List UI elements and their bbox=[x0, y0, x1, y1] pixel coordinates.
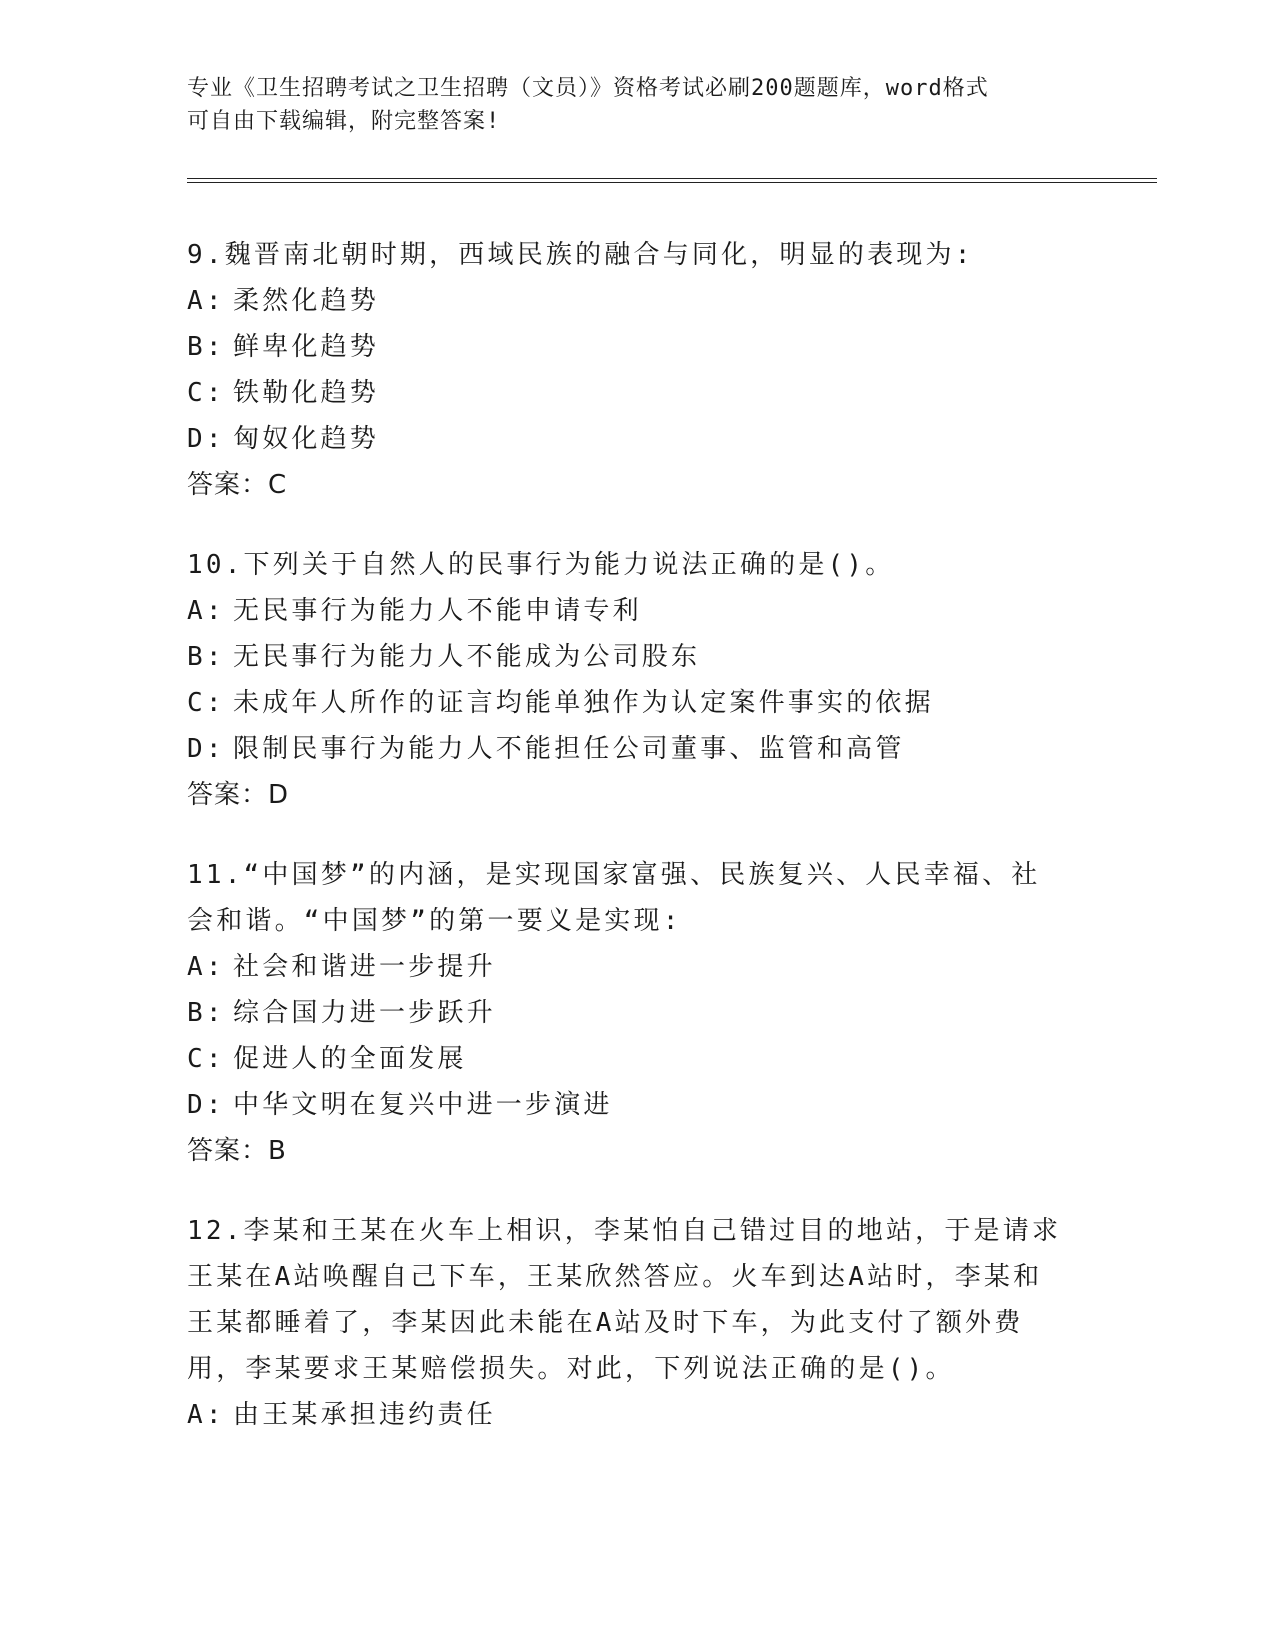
option-letter: B: bbox=[187, 998, 225, 1028]
header-line-2: 可自由下载编辑，附完整答案! bbox=[187, 109, 501, 134]
header-line-1: 专业《卫生招聘考试之卫生招聘（文员）》资格考试必刷200题题库，word格式 bbox=[187, 76, 989, 101]
answer-line: 答案：D bbox=[187, 780, 290, 810]
question-stem: 11.“中国梦”的内涵，是实现国家富强、民族复兴、人民幸福、社会和谐。“中国梦”的第一要义是实现: bbox=[187, 860, 1041, 936]
question-option bbox=[187, 726, 1067, 772]
question-block bbox=[187, 1208, 1067, 1438]
question-stem: 10.下列关于自然人的民事行为能力说法正确的是()。 bbox=[187, 550, 895, 580]
question-list bbox=[187, 232, 1067, 1472]
option-letter: A: bbox=[187, 596, 225, 626]
option-letter: D: bbox=[187, 424, 225, 454]
question-option bbox=[187, 416, 1067, 462]
question-option bbox=[187, 324, 1067, 370]
option-letter: A: bbox=[187, 1400, 225, 1430]
option-text: 铁勒化趋势 bbox=[233, 378, 380, 408]
question-option bbox=[187, 370, 1067, 416]
option-letter: B: bbox=[187, 642, 225, 672]
option-letter: C: bbox=[187, 688, 225, 718]
question-option bbox=[187, 680, 1067, 726]
option-letter: C: bbox=[187, 378, 225, 408]
option-text: 由王某承担违约责任 bbox=[233, 1400, 496, 1430]
option-text: 无民事行为能力人不能申请专利 bbox=[233, 596, 642, 626]
option-text: 促进人的全面发展 bbox=[233, 1044, 467, 1074]
question-option bbox=[187, 1392, 1067, 1438]
option-letter: A: bbox=[187, 952, 225, 982]
option-text: 社会和谐进一步提升 bbox=[233, 952, 496, 982]
option-text: 中华文明在复兴中进一步演进 bbox=[233, 1090, 613, 1120]
option-letter: D: bbox=[187, 734, 225, 764]
option-text: 综合国力进一步跃升 bbox=[233, 998, 496, 1028]
option-text: 限制民事行为能力人不能担任公司董事、监管和高管 bbox=[233, 734, 905, 764]
option-text: 匈奴化趋势 bbox=[233, 424, 380, 454]
answer-line: 答案：B bbox=[187, 1136, 287, 1166]
document-header bbox=[187, 72, 1087, 138]
question-option bbox=[187, 278, 1067, 324]
answer-line: 答案：C bbox=[187, 470, 288, 500]
question-block bbox=[187, 542, 1067, 818]
question-option bbox=[187, 588, 1067, 634]
question-stem: 9.魏晋南北朝时期，西域民族的融合与同化，明显的表现为: bbox=[187, 240, 974, 270]
question-option bbox=[187, 1082, 1067, 1128]
question-option bbox=[187, 944, 1067, 990]
question-block bbox=[187, 852, 1067, 1174]
option-text: 鲜卑化趋势 bbox=[233, 332, 380, 362]
question-option bbox=[187, 1036, 1067, 1082]
option-letter: D: bbox=[187, 1090, 225, 1120]
question-option bbox=[187, 634, 1067, 680]
option-text: 无民事行为能力人不能成为公司股东 bbox=[233, 642, 701, 672]
option-letter: A: bbox=[187, 286, 225, 316]
option-text: 未成年人所作的证言均能单独作为认定案件事实的依据 bbox=[233, 688, 934, 718]
option-letter: C: bbox=[187, 1044, 225, 1074]
question-option bbox=[187, 990, 1067, 1036]
option-text: 柔然化趋势 bbox=[233, 286, 380, 316]
option-letter: B: bbox=[187, 332, 225, 362]
header-divider bbox=[187, 178, 1157, 183]
question-stem: 12.李某和王某在火车上相识，李某怕自己错过目的地站，于是请求王某在A站唤醒自己下车，王某欣然答应。火车到达A站时，李某和王某都睡着了，李某因此未能在A站及时下车，为此支付了额外费用，李某要求王某赔偿损失。对此，下列说法正确的是()。 bbox=[187, 1216, 1062, 1384]
question-block bbox=[187, 232, 1067, 508]
